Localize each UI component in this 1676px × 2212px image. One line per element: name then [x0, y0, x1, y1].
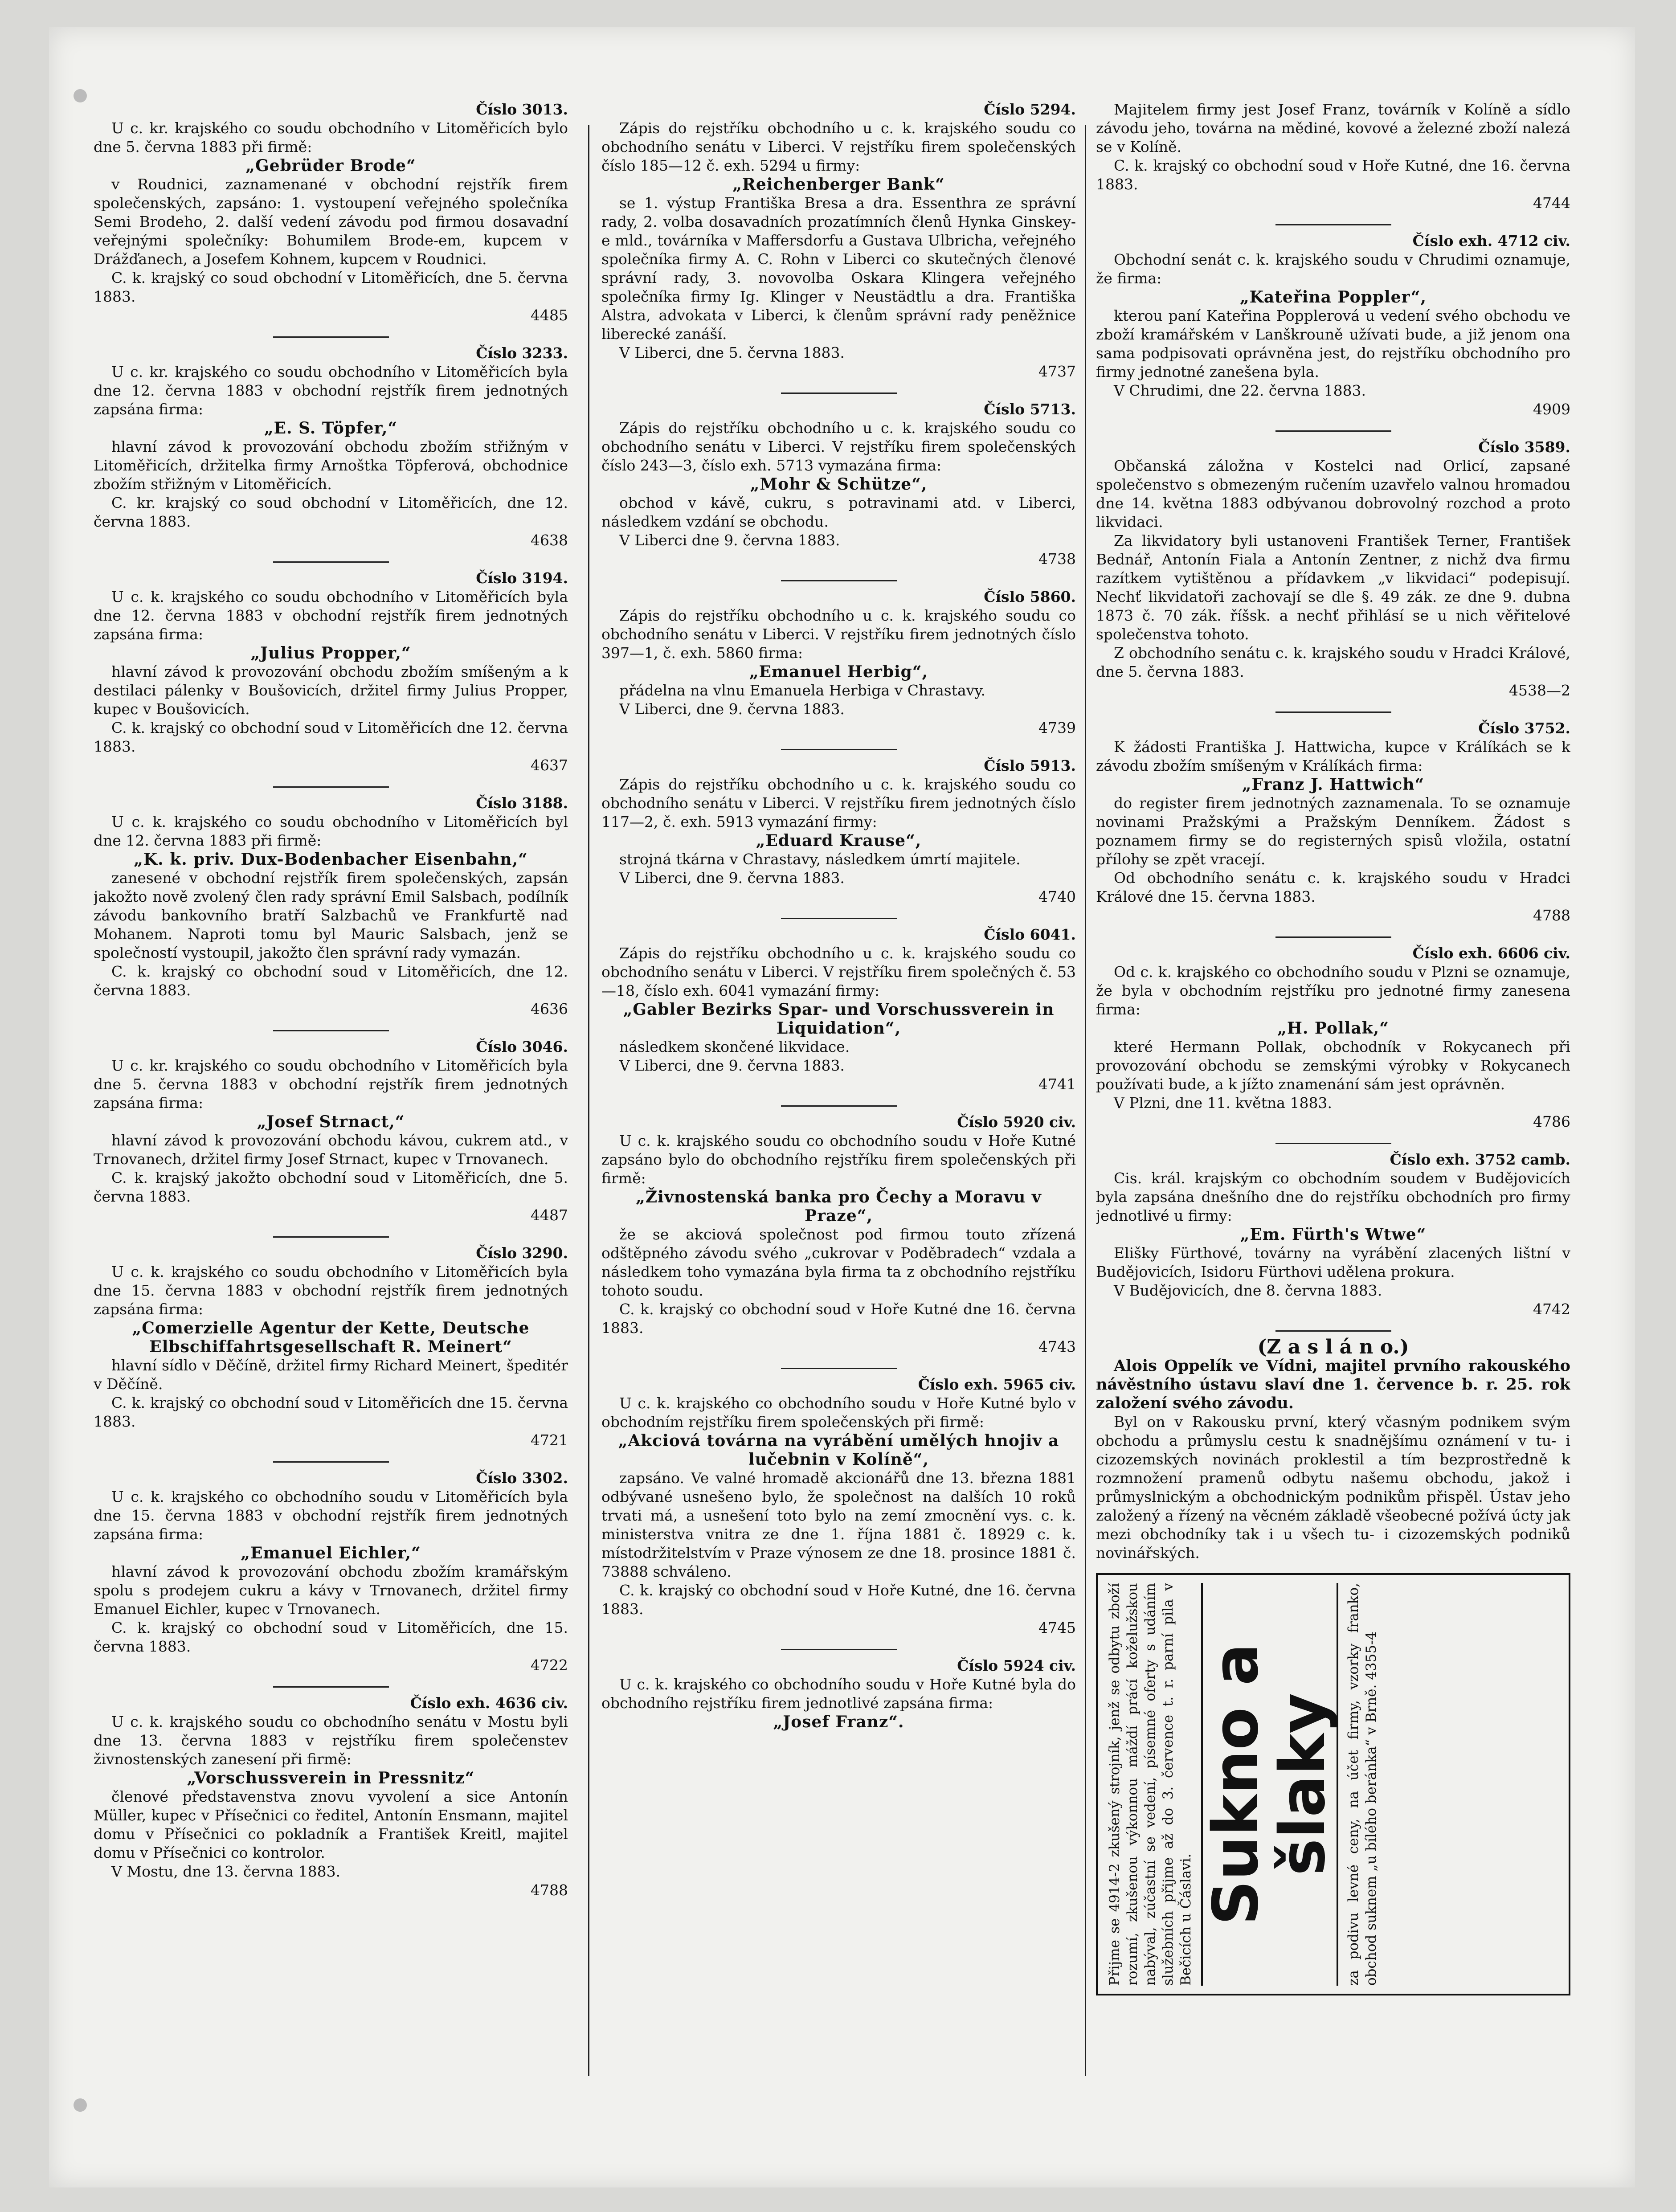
notice-signature: C. k. krajský co obchodní soud v Litoměřicích, dne 12. června 1883.: [94, 963, 568, 999]
column-1: [94, 100, 568, 2096]
notice-body: členové představenstva znovu vyvolení a sice Antonín Müller, kupec v Přísečnici co ředitel, Antonín Ensmann, majitel domu v Přísečnici co pokladník a František Kreitl, majitel domu v Přísečnici co kontrolor.: [94, 1788, 568, 1861]
notice-reference: 4788: [1533, 907, 1570, 924]
notice-number: Číslo 5294.: [984, 101, 1076, 118]
ad-headline: Sukno a šlaky: [1201, 1583, 1338, 1986]
notice-intro: U c. k. krajského co obchodního soudu v Litoměřicích byla dne 15. června 1883 v obchodní rejstřík firem jednotných zapsána firma:: [94, 1488, 568, 1543]
notice-number: Číslo 5920 civ.: [957, 1113, 1076, 1131]
firm-name: „Vorschussverein in Pressnitz“: [187, 1769, 475, 1787]
firm-name: „Em. Fürth's Wtwe“: [1240, 1225, 1427, 1244]
notice-body: zanesené v obchodní rejstřík firem společenských, zapsán jakožto nově zvolený člen rady správní Emil Salsbach, podílník závodu bankovního bratří Salzbachů ve Frankfurtě nad Mohanem. Naproti tomu byl Mauric Salsbach, jenž se společností vystoupil, jakožto člen správní rady vymazán.: [94, 869, 568, 961]
notice-body: obchod v kávě, cukru, s potravinami atd. v Liberci, následkem vzdání se obchodu.: [601, 494, 1076, 530]
punch-hole: [74, 2098, 87, 2112]
notice-reference: 4740: [1038, 888, 1076, 905]
firm-name: „Kateřina Poppler“,: [1239, 288, 1427, 307]
firm-name: „Comerzielle Agentur der Kette, Deutsche Elbschiffahrtsgesellschaft R. Meinert“: [132, 1319, 530, 1356]
notice-entry: [1096, 719, 1570, 925]
notice-signature: C. kr. krajský co soud obchodní v Litoměřicích, dne 12. června 1883.: [94, 494, 568, 530]
firm-name: „Emanuel Eichler,“: [241, 1544, 421, 1562]
column-3-entries: [1096, 100, 1570, 1319]
notice-intro: Zápis do rejstříku obchodního u c. k. krajského soudu co obchodního senátu v Liberci. V rejstříku firem jednotných číslo 117—2, č. exh. 5913 vymazání firmy:: [601, 776, 1076, 830]
notice-body: přádelna na vlnu Emanuela Herbiga v Chrastavy.: [619, 682, 986, 699]
notice-reference: 4737: [1038, 363, 1076, 380]
notice-reference: 4788: [531, 1881, 568, 1899]
ad-right-text: za podivu levné ceny, na účet firmy, vzorky franko, obchod suknem „u bílého beránka“ v Brně. 4355-4: [1345, 1583, 1379, 1986]
notice-entry: [94, 1469, 568, 1675]
separator: [273, 1030, 389, 1031]
notice-signature: C. k. krajský jakožto obchodní soud v Litoměřicích, dne 5. června 1883.: [94, 1169, 568, 1205]
separator: [273, 1461, 389, 1463]
separator: [781, 580, 897, 581]
notice-reference: 4721: [531, 1431, 568, 1449]
notice-reference: 4487: [531, 1206, 568, 1224]
notice-intro: Majitelem firmy jest Josef Franz, továrník v Kolíně a sídlo závodu jeho, továrna na mědiné, kovové a železné zboží nalezá se v Kolíně.: [1096, 101, 1570, 155]
ad-left-text: Přijme se 4914-2 zkušený strojník, jenž se odbytu zboží rozumí, zkušenou výkonnou máždí prácí koželužskou nabýval, zúčastní se vedení, písemné oferty s udáním služebních přijme až do 3. července t. r. parní pila v Bečicích u Čáslavi.: [1107, 1583, 1194, 1986]
notice-number: Číslo 3194.: [476, 569, 568, 587]
notice-reference: 4636: [531, 1000, 568, 1018]
firm-name: „Akciová továrna na vyrábění umělých hnojiv a lučebnin v Kolíně“,: [618, 1431, 1059, 1469]
notice-intro: U c. k. krajského co soudu obchodního v Litoměřicích byla dne 12. června 1883 v obchodní rejstřík firem jednotných zapsána firma:: [94, 588, 568, 643]
notice-number: Číslo 3302.: [476, 1469, 568, 1487]
notice-reference: 4745: [1038, 1619, 1076, 1636]
notice-entry: [94, 569, 568, 775]
notice-signature: V Liberci dne 9. června 1883.: [619, 532, 840, 549]
notice-intro: Obchodní senát c. k. krajského soudu v Chrudimi oznamuje, že firma:: [1096, 251, 1570, 287]
notice-intro: Cis. král. krajským co obchodním soudem v Budějovicích byla zapsána dnešního dne do rejstříku obchodních pro firmy jednotlivé u firmy:: [1096, 1169, 1570, 1224]
firm-name: „Mohr & Schütze“,: [750, 475, 928, 494]
notice-reference: 4485: [531, 307, 568, 324]
notice-number: Číslo 3046.: [476, 1038, 568, 1055]
notice-entry: [601, 925, 1076, 1094]
notice-reference: 4909: [1533, 401, 1570, 418]
notice-entry: [1096, 438, 1570, 700]
notice-signature: C. k. krajský co obchodní soud v Litoměřicích dne 15. června 1883.: [94, 1394, 568, 1430]
notice-number: Číslo exh. 3752 camb.: [1390, 1151, 1570, 1168]
notice-number: Číslo 6041.: [984, 926, 1076, 943]
separator: [1275, 430, 1391, 432]
notice-number: Číslo 5913.: [984, 757, 1076, 774]
column-3: [1096, 100, 1570, 2096]
notice-entry: [1096, 944, 1570, 1131]
notice-signature: C. k. krajský co soud obchodní v Litoměřicích, dne 5. června 1883.: [94, 269, 568, 305]
notice-intro: Zápis do rejstříku obchodního u c. k. krajského soudu co obchodního senátu v Liberci. V rejstříku firem společenských číslo 185—12 č. exh. 5294 u firmy:: [601, 119, 1076, 174]
firm-name: „Živnostenská banka pro Čechy a Moravu v Praze“,: [636, 1188, 1042, 1225]
notice-body: v Roudnici, zaznamenané v obchodní rejstřík firem společenských, zapsáno: 1. vystoupení veřejného společníka Semi Brodeho, 2. další vedení závodu pod firmou dosavadní veřejnými společníky: Bohumilem Brode-em, kupcem v Drážďanech, a Josefem Kohnem, kupcem v Roudnici.: [94, 176, 568, 268]
notice-body: že se akciová společnost pod firmou touto zřízená odštěpného závodu svého „cukrovar v Poděbradech“ vzdala a následkem toho vymazána byla firma ta z obchodního rejstříku tohoto soudu.: [601, 1226, 1076, 1299]
notice-body: Za likvidatory byli ustanoveni František Terner, František Bednář, Antonín Fiala a Antonín Zentner, z nichž dva firmu razítkem vytištěnou a přídavkem „v likvidaci“ podepisují. Nechť likvidatoři zachovají se dle §. 49 zák. ze dne 9. dubna 1873 č. 70 zák. říšsk. a nechť přihlásí se u nich věřitelové společenstva tohoto.: [1096, 532, 1570, 643]
separator: [273, 1686, 389, 1688]
notice-entry: [94, 1694, 568, 1900]
notice-signature: V Liberci, dne 9. června 1883.: [619, 1057, 845, 1074]
notice-number: Číslo 5860.: [984, 588, 1076, 605]
firm-name: „Eduard Krause“,: [756, 831, 922, 850]
column-rule: [588, 125, 589, 2076]
notice-number: Číslo 3290.: [476, 1244, 568, 1262]
notice-entry: [1096, 1150, 1570, 1319]
separator: [781, 749, 897, 750]
firm-name: „Emanuel Herbig“,: [749, 662, 928, 681]
advertisement-box: [1096, 1573, 1570, 1995]
firm-name: „Reichenberger Bank“: [732, 175, 945, 194]
notice-number: Číslo 3188.: [476, 794, 568, 812]
notice-entry: [601, 400, 1076, 568]
notice-signature: C. k. krajský co obchodní soud v Hoře Kutné dne 16. června 1883.: [601, 1300, 1076, 1337]
separator: [1275, 224, 1391, 225]
notice-body: kterou paní Kateřina Popplerová u vedení svého obchodu ve zboží kramářském v Lanškrouně užívati bude, a již jenom ona sama podpisovati oprávněna jest, do rejstříku obchodního pro firmy jednotné zanešena byla.: [1096, 307, 1570, 380]
notice-signature: C. k. krajský co obchodní soud v Litoměřicích dne 12. června 1883.: [94, 719, 568, 755]
notice-number: Číslo exh. 4636 civ.: [410, 1694, 568, 1712]
notice-signature: C. k. krajský co obchodní soud v Hoře Kutné, dne 16. června 1883.: [1096, 157, 1570, 193]
firm-name: „Franz J. Hattwich“: [1242, 775, 1425, 794]
notice-intro: Zápis do rejstříku obchodního u c. k. krajského soudu co obchodního senátu v Liberci. V rejstříku firem společných č. 53—18, číslo exh. 6041 vymazání firmy:: [601, 944, 1076, 999]
notice-intro: Občanská záložna v Kostelci nad Orlicí, zapsané společenstvo s obmezeným ručením uzavřelo valnou hromadou dne 14. května 1883 odbývanou dobrovolný rozchod a proto likvidaci.: [1096, 457, 1570, 531]
notice-entry: [601, 1113, 1076, 1356]
separator: [1275, 1143, 1391, 1144]
notice-reference: 4744: [1533, 194, 1570, 212]
notice-reference: 4722: [531, 1656, 568, 1674]
notice-intro: U c. k. krajského soudu co obchodního soudu v Hoře Kutné zapsáno bylo do obchodního rejstříku firem společenských při firmě:: [601, 1132, 1076, 1187]
notice-intro: U c. kr. krajského co soudu obchodního v Litoměřicích bylo dne 5. června 1883 při firmě:: [94, 119, 568, 155]
notice-signature: V Mostu, dne 13. června 1883.: [111, 1863, 341, 1880]
separator: [1275, 1330, 1391, 1332]
notice-intro: U c. k. krajského co soudu obchodního v Litoměřicích byl dne 12. června 1883 při firmě:: [94, 813, 568, 849]
notice-body: které Hermann Pollak, obchodník v Rokycanech při provozování obchodu se zemskými výrobky v Rokycanech používati bude, a k jížto znamenání sám jest oprávněn.: [1096, 1038, 1570, 1093]
notice-entry: [601, 1656, 1076, 1731]
notice-reference: 4738: [1038, 550, 1076, 568]
separator: [781, 1105, 897, 1107]
separator: [781, 1368, 897, 1369]
notice-reference: 4638: [531, 532, 568, 549]
separator: [273, 336, 389, 338]
zaslano-section: [1096, 1338, 1570, 1562]
firm-name: „Josef Franz“.: [773, 1713, 904, 1731]
firm-name: „E. S. Töpfer,“: [264, 419, 398, 437]
notice-reference: 4739: [1038, 719, 1076, 736]
notice-number: Číslo exh. 5965 civ.: [918, 1376, 1076, 1393]
notice-body: zapsáno. Ve valné hromadě akcionářů dne 13. března 1881 odbývané usnešeno bylo, že společnost na dalších 10 roků trvati má, a usnešení toto bylo na zemí zmocnění vys. c. k. ministerstva vnitra ze dne 1. října 1881 č. 18929 c. k. místodržitelstvím v Praze výnosem ze dne 18. prosince 1881 č. 73888 schváleno.: [601, 1469, 1076, 1580]
separator: [273, 786, 389, 788]
notice-number: Číslo exh. 6606 civ.: [1412, 944, 1570, 962]
notice-number: Číslo 3752.: [1478, 720, 1570, 737]
firm-name: „Julius Propper,“: [250, 644, 411, 662]
notice-entry: [94, 1244, 568, 1450]
notice-intro: Zápis do rejstříku obchodního u c. k. krajského soudu co obchodního senátu v Liberci. V rejstříku firem jednotných číslo 397—1, č. exh. 5860 firma:: [601, 607, 1076, 662]
notice-reference: 4637: [531, 756, 568, 774]
notice-body: hlavní závod k provozování obchodu zbožím střižným v Litoměřicích, držitelka firmy Arnoštka Töpferová, obchodnice zbožím střižným v Litoměřicích.: [94, 438, 568, 493]
notice-entry: [1096, 232, 1570, 419]
notice-entry: [94, 794, 568, 1018]
firm-name: „K. k. priv. Dux-Bodenbacher Eisenbahn,“: [134, 850, 528, 869]
notice-intro: Zápis do rejstříku obchodního u c. k. krajského soudu co obchodního senátu v Liberci. V rejstříku firem společenských číslo 243—3, číslo exh. 5713 vymazána firma:: [601, 419, 1076, 474]
notice-entry: [601, 588, 1076, 737]
separator: [781, 918, 897, 919]
notice-body: strojná tkárna v Chrastavy, následkem úmrtí majitele.: [619, 850, 1021, 868]
notice-intro: U c. k. krajského co soudu obchodního v Litoměřicích byla dne 15. června 1883 v obchodní rejstřík firem jednotných zapsána firma:: [94, 1263, 568, 1318]
notice-reference: 4538—2: [1509, 682, 1570, 699]
notice-signature: V Liberci, dne 9. června 1883.: [619, 869, 845, 887]
zaslano-title: (Z a s l á n o.): [1257, 1336, 1409, 1358]
notice-number: Číslo 3589.: [1478, 438, 1570, 456]
notice-body: hlavní závod k provozování obchodu zbožím kramářským spolu s prodejem cukru a kávy v Trnovanech, držitel firmy Emanuel Eichler, kupec v Trnovanech.: [94, 1563, 568, 1618]
notice-intro: Od c. k. krajského co obchodního soudu v Plzni se oznamuje, že byla v obchodním rejstříku pro jednotné firmy zanesena firma:: [1096, 963, 1570, 1018]
notice-intro: U c. kr. krajského co soudu obchodního v Litoměřicích byla dne 5. června 1883 v obchodní rejstřík firem jednotných zapsána firma:: [94, 1057, 568, 1112]
separator: [273, 1236, 389, 1238]
advertisement-rotated: [1098, 1575, 1561, 1994]
firm-name: „H. Pollak,“: [1277, 1019, 1389, 1038]
notice-reference: 4742: [1533, 1300, 1570, 1318]
notice-signature: V Chrudimi, dne 22. června 1883.: [1114, 382, 1366, 399]
notice-entry: [601, 756, 1076, 906]
notice-entry: [94, 1038, 568, 1225]
notice-entry: [601, 100, 1076, 381]
zaslano-text: Byl on v Rakousku první, který včasným podnikem svým obchodu a průmyslu cestu k snadnějšímu oznámení v tu- i cizozemských novinách proklestil a tím bezprostředně k rozmnožení pramenů odbytu našemu obchodu, jakož i průmyslnickým a obchodnickým podnikům přispěl. Ústav jeho založený a řízený na věcném základě všeobecné požívá úcty jak mezi obchodníky tak i u všech tu- i cizozemských podniků novinářských.: [1096, 1413, 1570, 1562]
notice-entry: [601, 1375, 1076, 1637]
notice-signature: V Liberci, dne 5. června 1883.: [619, 344, 845, 361]
notice-number: Číslo 3233.: [476, 344, 568, 362]
notice-number: Číslo 5713.: [984, 401, 1076, 418]
notice-intro: K žádosti Františka J. Hattwicha, kupce v Králíkách se k závodu zbožím smíšeným v Králíkách firma:: [1096, 738, 1570, 774]
notice-intro: U c. k. krajského soudu co obchodního senátu v Mostu byli dne 13. června 1883 v rejstříku firem společenstev živnostenských zanesení při firmě:: [94, 1713, 568, 1768]
punch-hole: [74, 89, 87, 102]
notice-body: do register firem jednotných zaznamenala. To se oznamuje novinami Pražskými a Pražským Denníkem. Žádost s poznamem firmy se do registerných spisů vložila, ostatní přílohy se zpět vracejí.: [1096, 794, 1570, 868]
separator: [273, 561, 389, 563]
separator: [1275, 936, 1391, 938]
notice-signature: Z obchodního senátu c. k. krajského soudu v Hradci Králové, dne 5. června 1883.: [1096, 644, 1570, 680]
notice-intro: U c. k. krajského co obchodního soudu v Hoře Kutné byla do obchodního rejstříku firem jednotlivé zapsána firma:: [601, 1676, 1076, 1712]
notice-body: Elišky Fürthové, továrny na vyrábění zlacených lištní v Budějovicích, Isidoru Fürthovi udělena prokura.: [1096, 1244, 1570, 1280]
notice-signature: C. k. krajský co obchodní soud v Litoměřicích, dne 15. června 1883.: [94, 1619, 568, 1655]
notice-body: hlavní závod k provozování obchodu kávou, cukrem atd., v Trnovanech, držitel firmy Josef Strnact, kupec v Trnovanech.: [94, 1132, 568, 1168]
notice-entry: [94, 344, 568, 550]
firm-name: „Gebrüder Brode“: [245, 156, 416, 175]
notice-signature: V Liberci, dne 9. června 1883.: [619, 700, 845, 718]
notice-entry: [94, 100, 568, 325]
notice-number: Číslo 5924 civ.: [957, 1657, 1076, 1674]
notice-body: se 1. výstup Františka Bresa a dra. Essenthra ze správní rady, 2. volba dosavadních prozatímních členů Hynka Ginskey-e mld., továrníka v Maffersdorfu a Gustava Ulbricha, veřejného společníka firmy A. C. Rohn v Liberci co skutečných členové správní rady, 3. novovolba Oskara Klingera veřejného společníka firmy Ig. Klinger v Neustädtlu a dra. Františka Alstra, advokata v Liberci, k členům správní rady peněžnice liberecké zanáší.: [601, 194, 1076, 343]
notice-entry: [1096, 100, 1570, 213]
zaslano-head: Alois Oppelík ve Vídni, majitel prvního rakouského návěstního ústavu slaví dne 1. července b. r. 25. rok založení svého závodu.: [1096, 1357, 1570, 1412]
notice-reference: 4743: [1038, 1338, 1076, 1355]
notice-reference: 4786: [1533, 1113, 1570, 1130]
firm-name: „Gabler Bezirks Spar- und Vorschussverein in Liquidation“,: [623, 1000, 1055, 1038]
notice-number: Číslo 3013.: [476, 101, 568, 118]
column-2: [601, 100, 1076, 2096]
separator: [781, 1649, 897, 1650]
notice-number: Číslo exh. 4712 civ.: [1412, 232, 1570, 249]
separator: [1275, 711, 1391, 713]
notice-signature: V Plzni, dne 11. května 1883.: [1114, 1094, 1332, 1112]
notice-body: hlavní sídlo v Děčíně, držitel firmy Richard Meinert, špeditér v Děčíně.: [94, 1357, 568, 1393]
notice-body: hlavní závod k provozování obchodu zbožím smíšeným a k destilaci pálenky v Boušovicích, držitel firmy Julius Propper, kupec v Boušovicích.: [94, 663, 568, 718]
firm-name: „Josef Strnact,“: [257, 1112, 405, 1131]
separator: [781, 393, 897, 394]
notice-signature: Od obchodního senátu c. k. krajského soudu v Hradci Králové dne 15. června 1883.: [1096, 869, 1570, 905]
notice-body: následkem skončené likvidace.: [619, 1038, 850, 1055]
notice-signature: C. k. krajský co obchodní soud v Hoře Kutné, dne 16. června 1883.: [601, 1582, 1076, 1618]
notice-reference: 4741: [1038, 1075, 1076, 1093]
notice-intro: U c. k. krajského co obchodního soudu v Hoře Kutné bylo v obchodním rejstříku firem společenských při firmě:: [601, 1394, 1076, 1431]
notice-signature: V Budějovicích, dne 8. června 1883.: [1114, 1282, 1382, 1299]
notice-intro: U c. kr. krajského co soudu obchodního v Litoměřicích byla dne 12. června 1883 v obchodní rejstřík firem jednotných zapsána firma:: [94, 363, 568, 418]
column-rule: [1085, 125, 1086, 2076]
